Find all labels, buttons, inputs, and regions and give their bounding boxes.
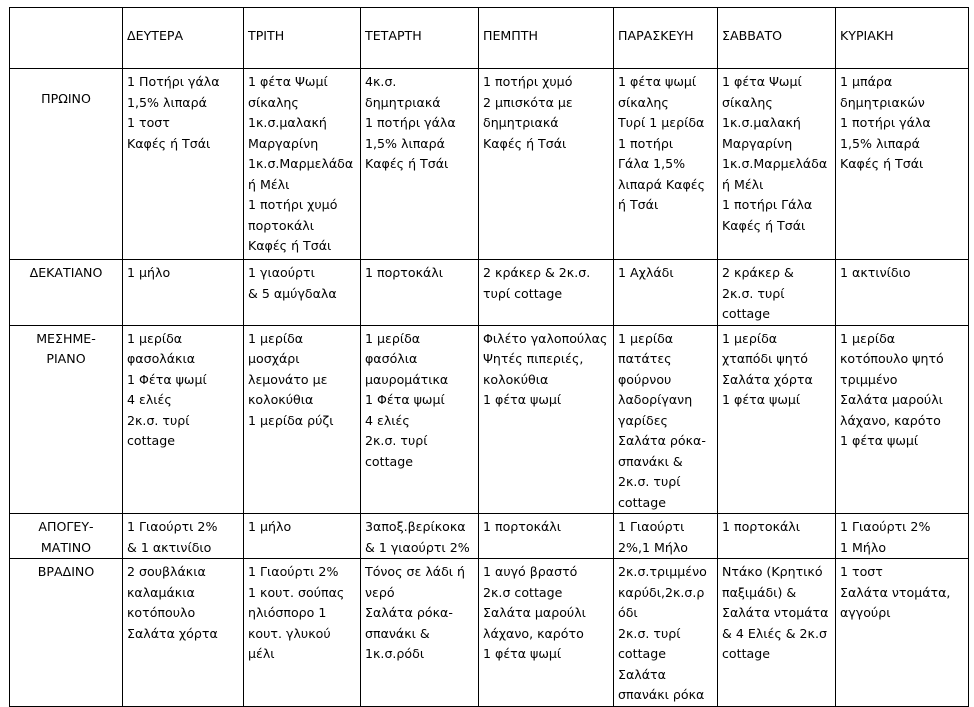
table-cell: 2 κράκερ & 2κ.σ. τυρί cottage — [718, 260, 836, 326]
table-cell: 2 σουβλάκια καλαμάκια κοτόπουλο Σαλάτα χόρτα — [123, 559, 244, 707]
day-header-saturday: ΣΑΒΒΑΤΟ — [718, 8, 836, 69]
table-cell: 1 πορτοκάλι — [361, 260, 479, 326]
meal-row-lunch — [10, 325, 969, 514]
meal-name-mid-morning: ΔΕΚΑΤΙΑΝΟ — [10, 260, 123, 326]
table-cell: 2 κράκερ & 2κ.σ. τυρί cottage — [479, 260, 614, 326]
day-header-sunday: ΚΥΡΙΑΚΗ — [836, 8, 969, 69]
table-cell: 1 Αχλάδι — [614, 260, 718, 326]
meal-plan-table — [9, 7, 969, 707]
table-cell: 1 φέτα Ψωμί σίκαλης 1κ.σ.μαλακή Μαργαρίνη 1κ.σ.Μαρμελάδα ή Μέλι 1 ποτήρι Γάλα Καφές ή Τσάι — [718, 69, 836, 260]
table-cell: 1 μερίδα κοτόπουλο ψητό τριμμένο Σαλάτα μαρούλι λάχανο, καρότο 1 φέτα ψωμί — [836, 325, 969, 514]
day-header-tuesday: ΤΡΙΤΗ — [244, 8, 361, 69]
table-cell: 1 πορτοκάλι — [718, 514, 836, 559]
table-cell: 1 Γιαούρτι 2% 1 κουτ. σούπας ηλιόσπορο 1 κουτ. γλυκού μέλι — [244, 559, 361, 707]
table-cell: 1 ποτήρι χυμό 2 μπισκότα με δημητριακά Καφές ή Τσάι — [479, 69, 614, 260]
table-cell: Τόνος σε λάδι ή νερό Σαλάτα ρόκα-σπανάκι & 1κ.σ.ρόδι — [361, 559, 479, 707]
table-cell: 1 γιαούρτι & 5 αμύγδαλα — [244, 260, 361, 326]
table-cell: 1 μερίδα πατάτες φούρνου λαδορίγανη γαρίδες Σαλάτα ρόκα-σπανάκι & 2κ.σ. τυρί cottage — [614, 325, 718, 514]
table-cell: 1 φέτα ψωμί σίκαλης Τυρί 1 μερίδα 1 ποτήρι Γάλα 1,5% λιπαρά Καφές ή Τσάι — [614, 69, 718, 260]
header-row — [10, 8, 969, 69]
table-cell: 1 μπάρα δημητριακών 1 ποτήρι γάλα 1,5% λιπαρά Καφές ή Τσάι — [836, 69, 969, 260]
table-cell: 1 Γιαούρτι 2%,1 Μήλο — [614, 514, 718, 559]
table-cell: 1 Γιαούρτι 2% & 1 ακτινίδιο — [123, 514, 244, 559]
corner-cell — [10, 8, 123, 69]
day-header-thursday: ΠΕΜΠΤΗ — [479, 8, 614, 69]
table-cell: 1 φέτα Ψωμί σίκαλης 1κ.σ.μαλακή Μαργαρίνη 1κ.σ.Μαρμελάδα ή Μέλι 1 ποτήρι χυμό πορτοκάλι Καφές ή Τσάι — [244, 69, 361, 260]
table-cell: 1 πορτοκάλι — [479, 514, 614, 559]
table-cell: 1 ακτινίδιο — [836, 260, 969, 326]
table-cell: 2κ.σ.τριμμένο καρύδι,2κ.σ.ρ όδι 2κ.σ. τυρί cottage Σαλάτα σπανάκι ρόκα — [614, 559, 718, 707]
meal-name-afternoon: ΑΠΟΓΕΥ- ΜΑΤΙΝΟ — [10, 514, 123, 559]
table-cell: Φιλέτο γαλοπούλας Ψητές πιπεριές, κολοκύθια 1 φέτα ψωμί — [479, 325, 614, 514]
table-cell: 1 τοστ Σαλάτα ντομάτα, αγγούρι — [836, 559, 969, 707]
meal-name-breakfast: ΠΡΩΙΝΟ — [10, 69, 123, 260]
meal-row-afternoon — [10, 514, 969, 559]
day-header-friday: ΠΑΡΑΣΚΕΥΗ — [614, 8, 718, 69]
table-cell: 1 μερίδα φασολάκια 1 Φέτα ψωμί 4 ελιές 2κ.σ. τυρί cottage — [123, 325, 244, 514]
day-header-wednesday: ΤΕΤΑΡΤΗ — [361, 8, 479, 69]
table-cell: 1 μερίδα φασόλια μαυρομάτικα 1 Φέτα ψωμί 4 ελιές 2κ.σ. τυρί cottage — [361, 325, 479, 514]
meal-name-lunch: ΜΕΣΗΜΕ- ΡΙΑΝΟ — [10, 325, 123, 514]
table-cell: 1 μερίδα μοσχάρι λεμονάτο με κολοκύθια 1 μερίδα ρύζι — [244, 325, 361, 514]
day-header-monday: ΔΕΥΤΕΡΑ — [123, 8, 244, 69]
table-cell: 1 Ποτήρι γάλα 1,5% λιπαρά 1 τοστ Καφές ή Τσάι — [123, 69, 244, 260]
meal-row-breakfast — [10, 69, 969, 260]
meal-name-dinner: ΒΡΑΔΙΝΟ — [10, 559, 123, 707]
meal-row-mid-morning — [10, 260, 969, 326]
table-cell: 1 μήλο — [123, 260, 244, 326]
table-cell: 1 μήλο — [244, 514, 361, 559]
table-cell: 1 αυγό βραστό 2κ.σ cottage Σαλάτα μαρούλι λάχανο, καρότο 1 φέτα ψωμί — [479, 559, 614, 707]
meal-row-dinner — [10, 559, 969, 707]
table-cell: 4κ.σ. δημητριακά 1 ποτήρι γάλα 1,5% λιπαρά Καφές ή Τσάι — [361, 69, 479, 260]
table-cell: 1 μερίδα χταπόδι ψητό Σαλάτα χόρτα 1 φέτα ψωμί — [718, 325, 836, 514]
table-cell: Ντάκο (Κρητικό παξιμάδι) & Σαλάτα ντομάτα & 4 Ελιές & 2κ.σ cottage — [718, 559, 836, 707]
table-cell: 1 Γιαούρτι 2% 1 Μήλο — [836, 514, 969, 559]
table-cell: 3αποξ.βερίκοκα & 1 γιαούρτι 2% — [361, 514, 479, 559]
